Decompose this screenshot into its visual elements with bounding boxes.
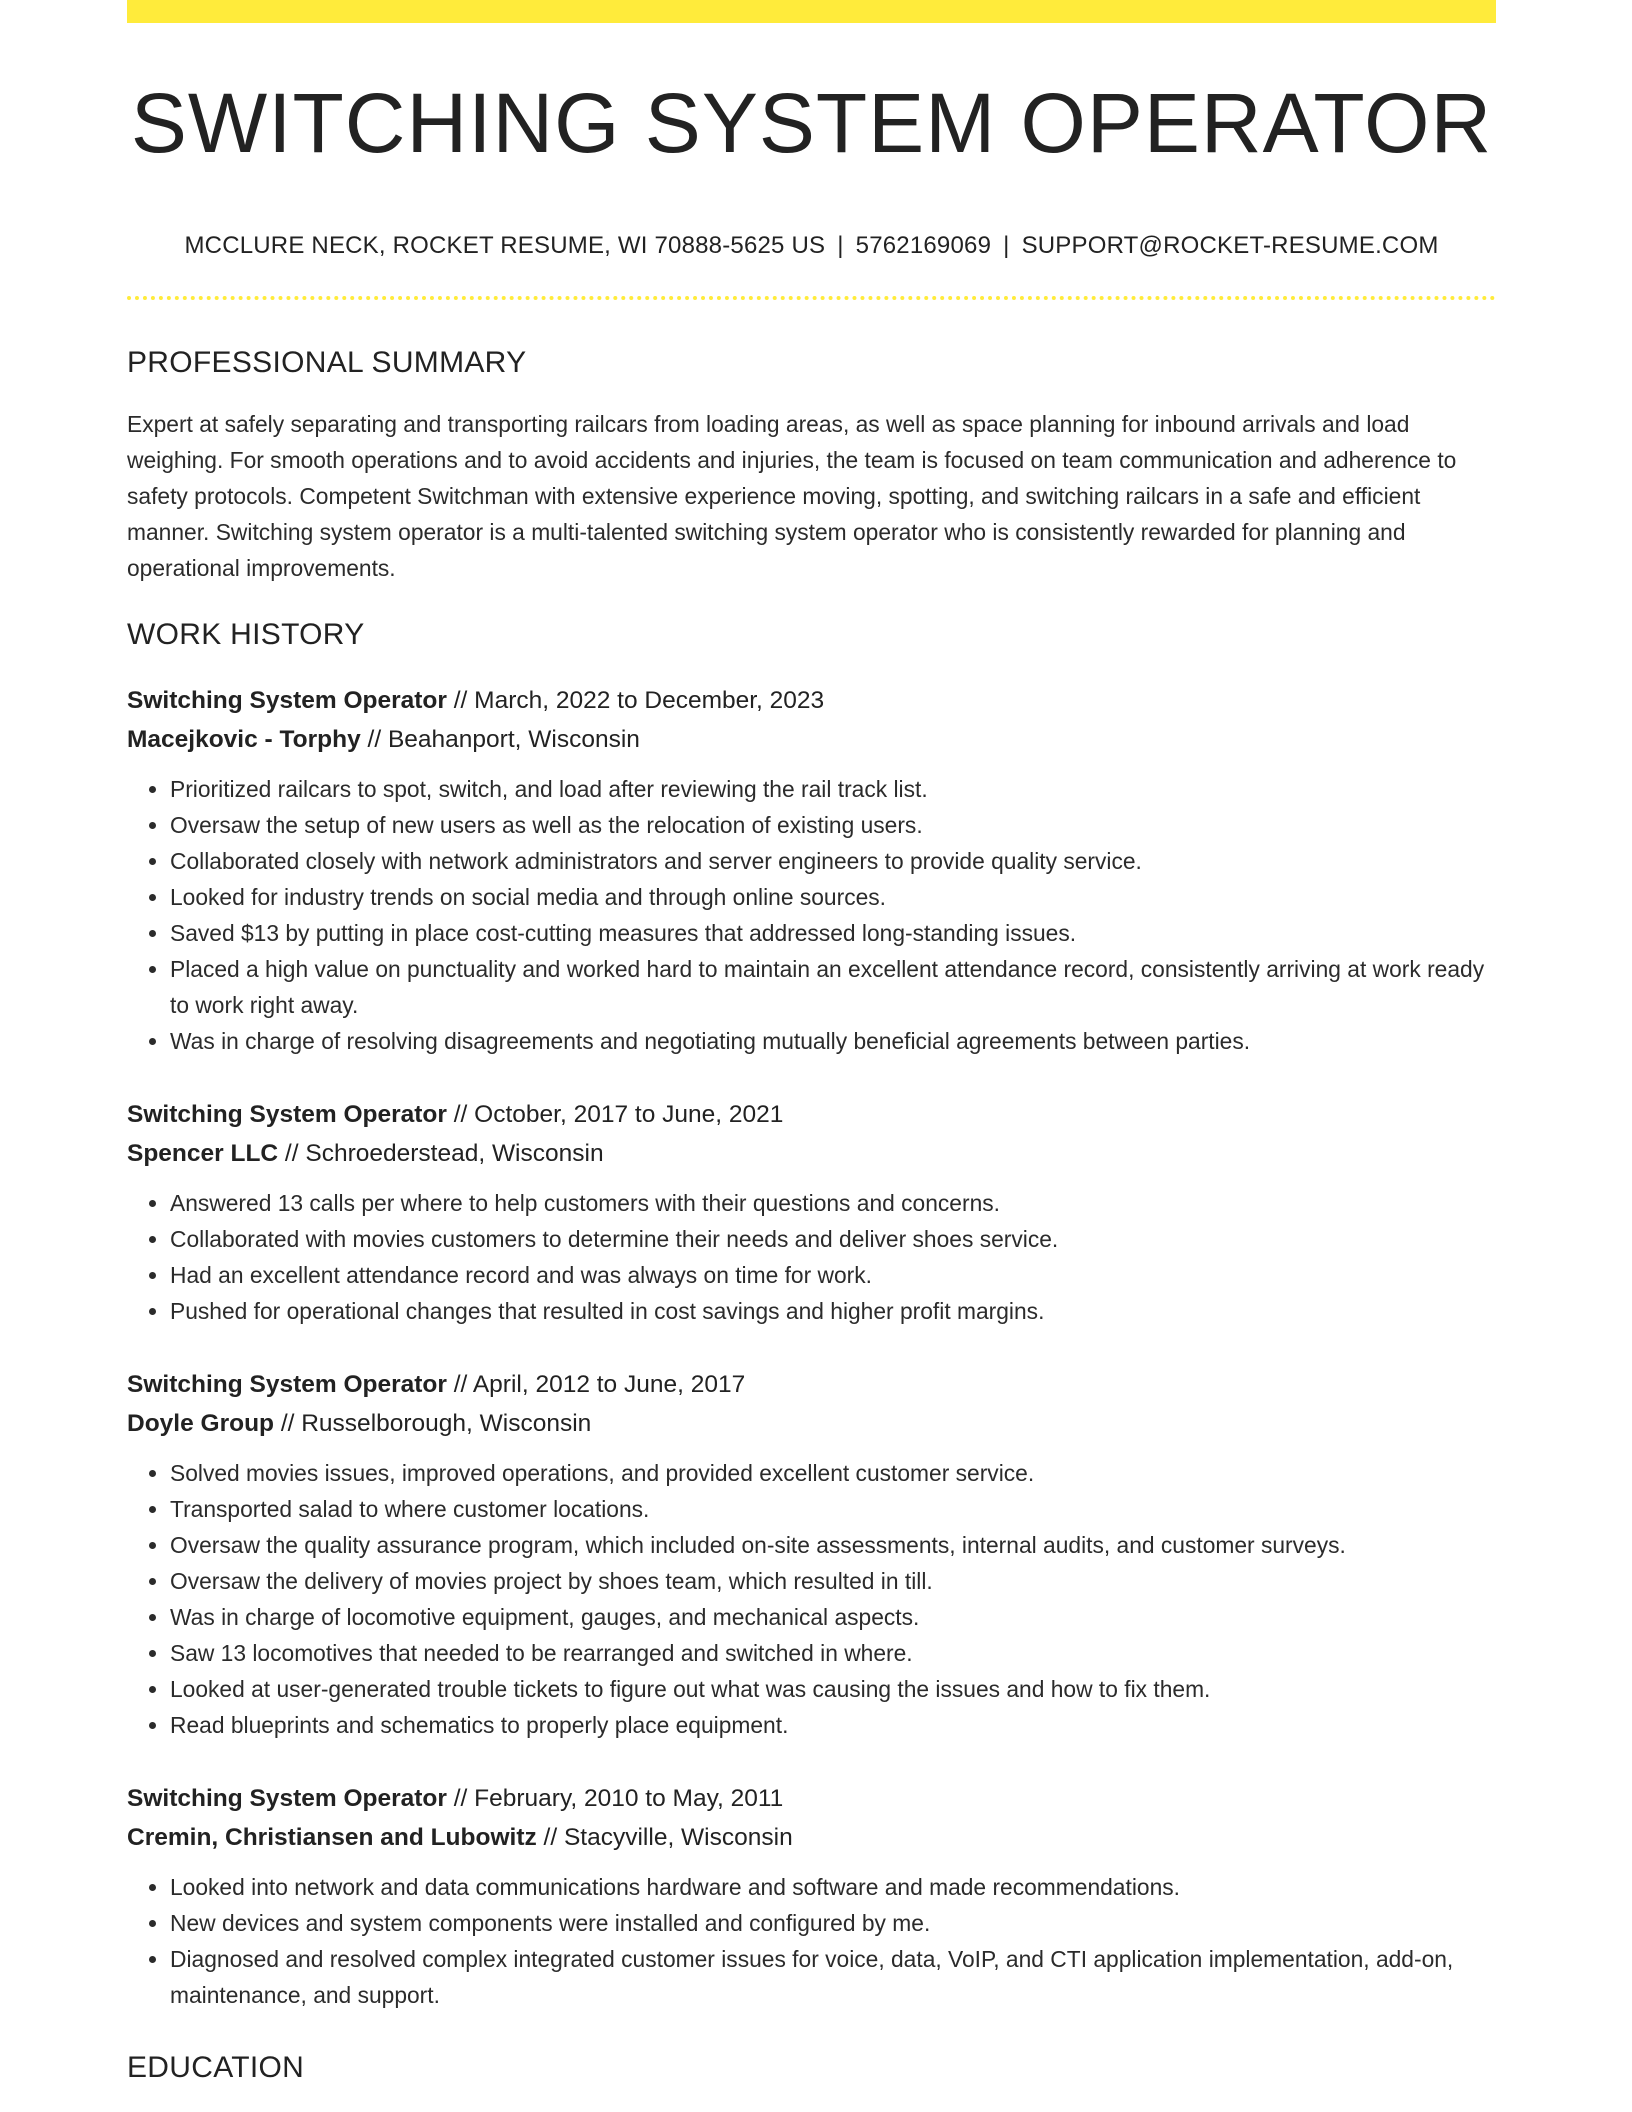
job-bullet-list	[127, 1185, 1496, 1329]
summary-heading: PROFESSIONAL SUMMARY	[127, 346, 527, 379]
job-dates: // April, 2012 to June, 2017	[446, 1371, 746, 1398]
resume-page	[127, 0, 1496, 2085]
dotted-divider	[127, 296, 1496, 300]
contact-line	[127, 232, 1496, 260]
job-location: // Beahanport, Wisconsin	[360, 726, 640, 753]
job-role: Switching System Operator	[127, 1785, 447, 1812]
contact-email: SUPPORT@ROCKET-RESUME.COM	[1021, 232, 1439, 259]
job-bullet: • Placed a high value on punctuality and worked hard to maintain an excellent attendance record, consistently arriving at work ready to work right away.	[170, 951, 1496, 1023]
job-title-line	[127, 681, 1496, 720]
work-history-heading: WORK HISTORY	[127, 618, 365, 651]
job-bullet: • Pushed for operational changes that resulted in cost savings and higher profit margins.	[170, 1293, 1496, 1329]
job-bullet: • Had an excellent attendance record and was always on time for work.	[170, 1257, 1496, 1293]
job-company: Spencer LLC	[127, 1140, 279, 1167]
job-bullet: • Oversaw the quality assurance program, which included on-site assessments, internal audits, and customer surveys.	[170, 1527, 1496, 1563]
job-entry	[127, 1365, 1496, 1743]
job-bullet: • Diagnosed and resolved complex integrated customer issues for voice, data, VoIP, and CTI application implementation, add-on, maintenance, and support.	[170, 1941, 1496, 2013]
job-bullet-list	[127, 1455, 1496, 1743]
contact-separator: |	[1003, 232, 1010, 259]
job-location: // Stacyville, Wisconsin	[536, 1824, 793, 1851]
contact-separator: |	[837, 232, 844, 259]
job-bullet: • Collaborated closely with network administrators and server engineers to provide quality service.	[170, 843, 1496, 879]
job-company-line	[127, 1818, 1496, 1857]
job-bullet: • Transported salad to where customer locations.	[170, 1491, 1496, 1527]
job-bullet: • Answered 13 calls per where to help customers with their questions and concerns.	[170, 1185, 1496, 1221]
job-entry	[127, 1095, 1496, 1329]
job-bullet-list	[127, 1869, 1496, 2013]
job-bullet: • New devices and system components were installed and configured by me.	[170, 1905, 1496, 1941]
job-location: // Schroederstead, Wisconsin	[278, 1140, 604, 1167]
job-bullet: • Collaborated with movies customers to determine their needs and deliver shoes service.	[170, 1221, 1496, 1257]
job-dates: // February, 2010 to May, 2011	[446, 1785, 784, 1812]
job-bullet: • Looked into network and data communications hardware and software and made recommendations.	[170, 1869, 1496, 1905]
job-bullet: • Was in charge of resolving disagreements and negotiating mutually beneficial agreements between parties.	[170, 1023, 1496, 1059]
job-company-line	[127, 720, 1496, 759]
job-bullet: • Solved movies issues, improved operations, and provided excellent customer service.	[170, 1455, 1496, 1491]
job-bullet: • Saw 13 locomotives that needed to be rearranged and switched in where.	[170, 1635, 1496, 1671]
job-role: Switching System Operator	[127, 1371, 447, 1398]
job-title-line	[127, 1779, 1496, 1818]
job-bullet: • Looked at user-generated trouble tickets to figure out what was causing the issues and how to fix them.	[170, 1671, 1496, 1707]
job-bullet: • Read blueprints and schematics to properly place equipment.	[170, 1707, 1496, 1743]
job-role: Switching System Operator	[127, 687, 447, 714]
job-dates: // October, 2017 to June, 2021	[446, 1101, 784, 1128]
contact-phone: 5762169069	[855, 232, 992, 259]
job-bullet: • Oversaw the delivery of movies project by shoes team, which resulted in till.	[170, 1563, 1496, 1599]
job-role: Switching System Operator	[127, 1101, 447, 1128]
job-company: Macejkovic - Torphy	[127, 726, 361, 753]
job-company-line	[127, 1404, 1496, 1443]
job-bullet: • Prioritized railcars to spot, switch, and load after reviewing the rail track list.	[170, 771, 1496, 807]
job-title-line	[127, 1365, 1496, 1404]
top-accent-bar	[127, 0, 1496, 23]
job-bullet-list	[127, 771, 1496, 1059]
candidate-name: SWITCHING SYSTEM OPERATOR	[130, 76, 1493, 170]
job-location: // Russelborough, Wisconsin	[274, 1410, 592, 1437]
job-entry	[127, 1779, 1496, 2013]
education-heading: EDUCATION	[127, 2051, 305, 2084]
job-bullet: • Saved $13 by putting in place cost-cutting measures that addressed long-standing issues.	[170, 915, 1496, 951]
job-entry	[127, 681, 1496, 1059]
job-company: Cremin, Christiansen and Lubowitz	[127, 1824, 537, 1851]
summary-text: Expert at safely separating and transporting railcars from loading areas, as well as space planning for inbound arrivals and load weighing. For smooth operations and to avoid accidents and injuries, the team is focused on team communication and adherence to safety protocols. Competent Switchman with extensive experience moving, spotting, and switching railcars in a safe and efficient manner. Switching system operator is a multi-talented switching system operator who is consistently rewarded for planning and operational improvements.	[127, 411, 1457, 581]
job-dates: // March, 2022 to December, 2023	[446, 687, 825, 714]
job-title-line	[127, 1095, 1496, 1134]
job-company-line	[127, 1134, 1496, 1173]
job-company: Doyle Group	[127, 1410, 275, 1437]
work-history-list	[127, 681, 1496, 2013]
job-bullet: • Was in charge of locomotive equipment, gauges, and mechanical aspects.	[170, 1599, 1496, 1635]
job-bullet: • Oversaw the setup of new users as well as the relocation of existing users.	[170, 807, 1496, 843]
job-bullet: • Looked for industry trends on social media and through online sources.	[170, 879, 1496, 915]
contact-address: MCCLURE NECK, ROCKET RESUME, WI 70888-5625 US	[184, 232, 826, 259]
